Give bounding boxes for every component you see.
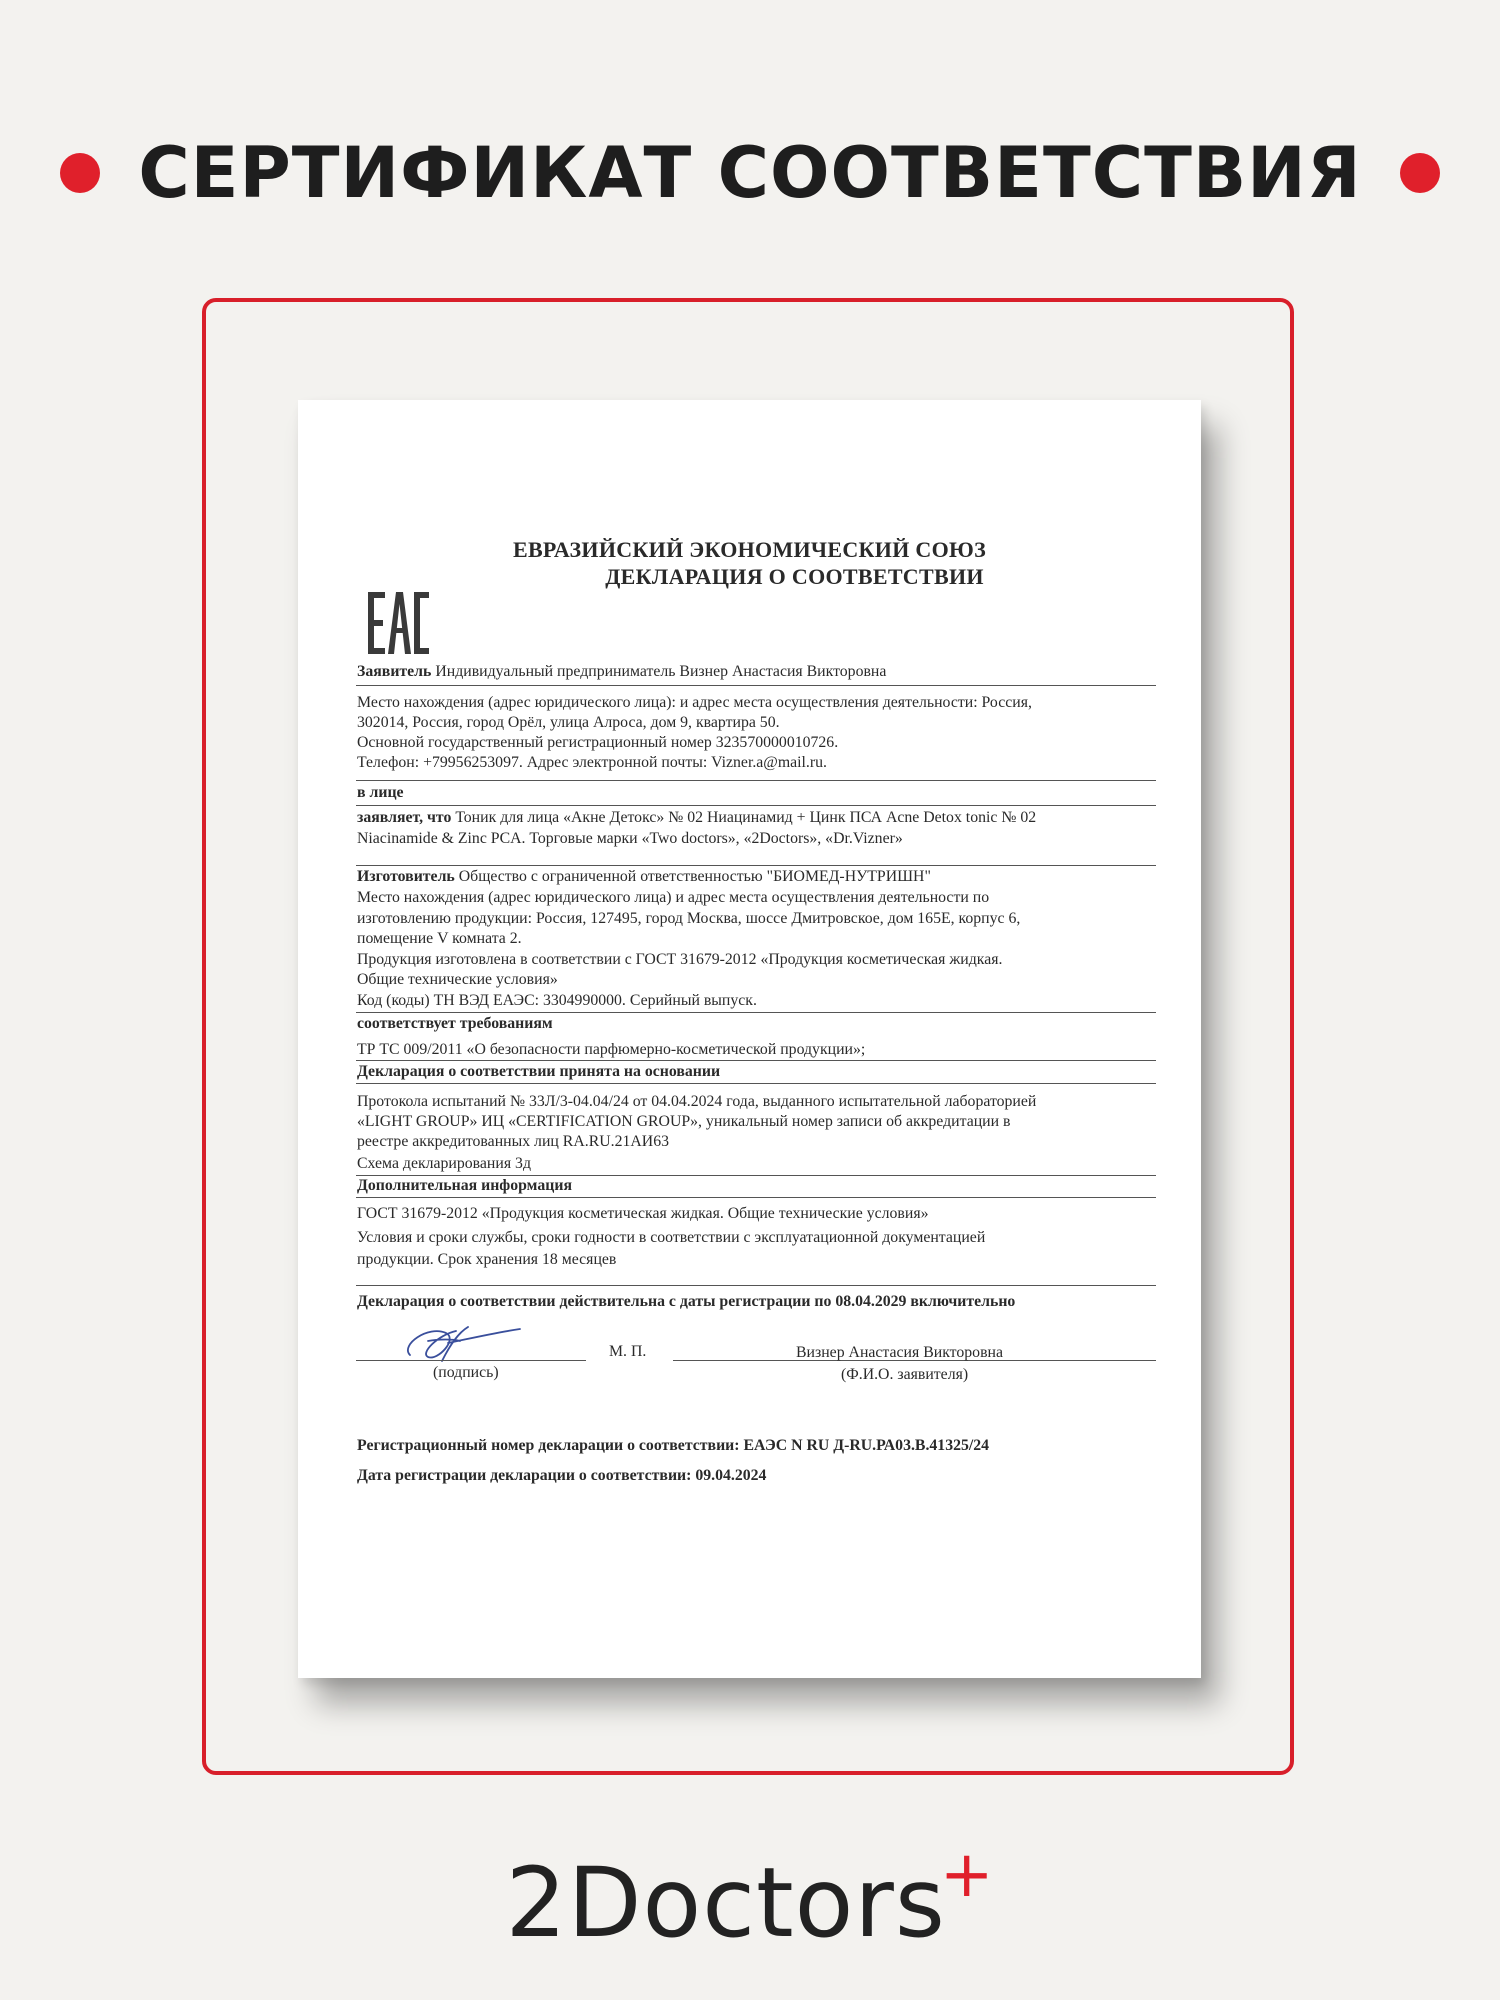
document-title: ДЕКЛАРАЦИЯ О СООТВЕТСТВИИ [605,564,984,589]
manufacturer-detail: Общие технические условия» [357,971,558,988]
extra-info-line: ГОСТ 31679-2012 «Продукция косметическая жидкая. Общие технические условия» [357,1205,929,1222]
manufacturer-detail: помещение V комната 2. [357,930,522,947]
manufacturer-detail: Место нахождения (адрес юридического лица) и адрес места осуществления деятельности по [357,889,990,906]
stamp-place-label: М. П. [609,1343,647,1360]
manufacturer-detail: изготовлению продукции: Россия, 127495, город Москва, шоссе Дмитровское, дом 165Е, корпус 6, [357,910,1021,927]
page-header [0,118,1500,228]
validity-text: Декларация о соответствии действительна с даты регистрации по 08.04.2029 включительно [357,1293,1016,1310]
basis-label: Декларация о соответствии принята на основании [357,1063,721,1080]
signer-name: Визнер Анастасия Викторовна [796,1344,1003,1361]
name-caption: (Ф.И.О. заявителя) [841,1366,969,1383]
red-dot-icon [1400,153,1440,193]
page-title: СЕРТИФИКАТ СООТВЕТСТВИЯ [138,132,1362,214]
complies-label: соответствует требованиям [357,1015,553,1032]
declares-line: Niacinamide & Zinc PCA. Торговые марки «Two doctors», «2Doctors», «Dr.Vizner» [357,830,903,847]
address-line: Телефон: +79956253097. Адрес электронной почты: Vizner.a@mail.ru. [357,754,827,771]
eac-logo-icon [366,592,430,654]
registration-date: Дата регистрации декларации о соответствии: 09.04.2024 [357,1467,767,1484]
extra-info-label: Дополнительная информация [357,1177,572,1194]
registration-number: Регистрационный номер декларации о соответствии: ЕАЭС N RU Д-RU.РА03.В.41325/24 [357,1437,990,1454]
address-line: Место нахождения (адрес юридического лица): и адрес места осуществления деятельности: Россия, [357,694,1032,711]
extra-info-line: продукции. Срок хранения 18 месяцев [357,1251,617,1268]
document-org-heading: ЕВРАЗИЙСКИЙ ЭКОНОМИЧЕСКИЙ СОЮЗ [512,537,987,562]
manufacturer-detail: Продукция изготовлена в соответствии с ГОСТ 31679-2012 «Продукция косметическая жидкая. [357,951,1003,968]
applicant-line: Заявитель Индивидуальный предприниматель Визнер Анастасия Викторовна [357,663,887,680]
address-line: 302014, Россия, город Орёл, улица Алроса, дом 9, квартира 50. [357,714,780,731]
brand-plus-icon: + [939,1838,995,1912]
signature-image [398,1315,523,1365]
declares-line: заявляет, что Тоник для лица «Акне Детокс» № 02 Ниацинамид + Цинк ПСА Acne Detox tonic № 02 [357,809,1037,826]
brand-logo [0,1838,1500,1959]
manufacturer-detail: Код (коды) ТН ВЭД ЕАЭС: 3304990000. Серийный выпуск. [357,992,757,1009]
manufacturer-line: Изготовитель Общество с ограниченной ответственностью "БИОМЕД-НУТРИШН" [357,868,931,885]
basis-line: Протокола испытаний № 33Л/3-04.04/24 от 04.04.2024 года, выданного испытательной лабораторией [357,1093,1037,1110]
basis-line: реестре аккредитованных лиц RA.RU.21АИ63 [357,1133,669,1150]
in-person-label: в лице [357,784,404,801]
brand-name: 2Doctors [505,1847,946,1959]
extra-info-line: Условия и сроки службы, сроки годности в соответствии с эксплуатационной документацией [357,1229,986,1246]
basis-line: Схема декларирования 3д [357,1155,531,1172]
basis-line: «LIGHT GROUP» ИЦ «CERTIFICATION GROUP», уникальный номер записи об аккредитации в [357,1113,1011,1130]
declaration-document [298,400,1201,1678]
address-line: Основной государственный регистрационный номер 323570000010726. [357,734,839,751]
complies-text: ТР ТС 009/2011 «О безопасности парфюмерно-косметической продукции»; [357,1041,866,1058]
red-dot-icon [60,153,100,193]
signature-caption: (подпись) [433,1364,499,1381]
